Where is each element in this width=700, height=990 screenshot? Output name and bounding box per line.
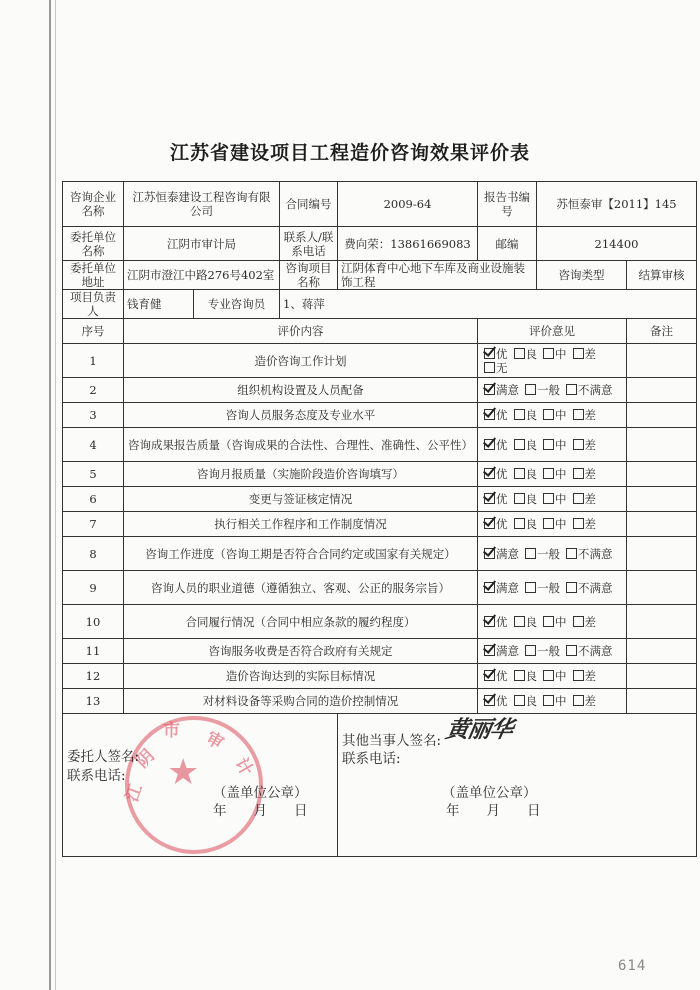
checkbox-icon[interactable] [573,493,584,504]
option-label: 差 [584,437,596,452]
row-remark [627,403,697,428]
row-criterion: 变更与签证核定情况 [124,487,478,512]
row-criterion: 执行相关工作程序和工作制度情况 [124,512,478,537]
row-remark [627,378,697,403]
postcode-value: 214400 [537,227,697,261]
table-row [63,428,697,462]
checked-box-icon[interactable] [484,616,495,627]
contact-value: 费向荣：13861669083 [338,227,478,261]
consultant-label: 专业咨询员 [194,290,280,319]
checked-box-icon[interactable] [484,582,495,593]
option-label: 优 [496,346,508,361]
option-label: 优 [496,694,508,708]
other-seal-label: （盖单位公章） [442,785,537,801]
row-number: 12 [63,664,124,689]
seal-char: 市 [163,721,180,741]
checked-box-icon[interactable] [484,348,495,359]
row-remark [627,605,697,639]
option-excellent[interactable] [484,669,508,683]
option-satisfied[interactable] [484,383,519,397]
option-label: 满意 [496,644,519,658]
row-number: 6 [63,487,124,512]
table-row [63,487,697,512]
option-label: 中 [555,467,567,481]
row-number: 2 [63,378,124,403]
table-row [63,605,697,639]
option-label: 良 [525,492,537,506]
table-row [63,403,697,428]
checkbox-icon[interactable] [573,695,584,706]
checkbox-icon[interactable] [514,670,525,681]
row-criterion: 造价咨询达到的实际目标情况 [124,664,478,689]
checkbox-icon[interactable] [543,670,554,681]
seal-star-icon: ★ [167,752,200,793]
postcode-label: 邮编 [478,227,537,261]
option-label: 中 [555,437,567,452]
row-remark [627,689,697,714]
report-no-label: 报告书编号 [478,182,537,227]
option-label: 无 [496,360,508,375]
row-criterion: 咨询人员服务态度及专业水平 [124,403,478,428]
option-label: 优 [496,614,508,629]
checkbox-icon[interactable] [566,548,577,559]
option-label: 不满意 [578,546,613,561]
row-remark [627,462,697,487]
address-value: 江阴市澄江中路276号402室 [124,261,280,290]
checkbox-icon[interactable] [543,468,554,479]
option-label: 良 [525,614,537,629]
contract-no-label: 合同编号 [280,182,338,227]
option-excellent[interactable] [484,347,508,361]
option-satisfied[interactable] [484,644,519,658]
client-phone-label: 联系电话: [67,768,126,784]
option-poor[interactable] [573,408,597,422]
option-excellent[interactable] [484,492,508,506]
option-label: 中 [555,694,567,708]
other-sign-label: 其他当事人签名: [342,733,442,749]
option-label: 满意 [496,546,519,561]
checked-box-icon[interactable] [484,493,495,504]
table-row [63,462,697,487]
option-label: 优 [496,492,508,506]
checkbox-icon[interactable] [543,439,554,450]
row-number: 7 [63,512,124,537]
option-label: 良 [525,467,537,481]
option-good[interactable] [514,467,538,481]
option-label: 满意 [496,580,519,595]
row-remark [627,639,697,664]
row-remark [627,537,697,571]
row-number: 13 [63,689,124,714]
table-row [63,378,697,403]
option-label: 优 [496,467,508,481]
option-good[interactable] [514,615,538,629]
table-row [63,664,697,689]
option-medium[interactable] [543,517,567,531]
option-good[interactable] [514,694,538,708]
row-number: 3 [63,403,124,428]
option-good[interactable] [514,438,538,452]
checkbox-icon[interactable] [573,439,584,450]
option-average[interactable] [525,581,560,595]
checkbox-icon[interactable] [573,518,584,529]
report-no-value: 苏恒泰审【2011】145 [537,182,697,227]
option-average[interactable] [525,383,560,397]
checkbox-icon[interactable] [566,645,577,656]
option-label: 中 [555,614,567,629]
checkbox-icon[interactable] [525,582,536,593]
row-remark [627,512,697,537]
option-medium[interactable] [543,408,567,422]
type-value: 结算审核 [627,261,697,290]
option-label: 不满意 [578,644,613,658]
checkbox-icon[interactable] [543,518,554,529]
option-excellent[interactable] [484,517,508,531]
option-label: 良 [525,517,537,531]
option-label: 优 [496,408,508,422]
seal-char: 阴 [132,745,159,773]
row-number: 1 [63,344,124,378]
row-criterion: 咨询工作进度（咨询工期是否符合合同约定或国家有关规定） [124,537,478,571]
option-label: 良 [525,669,537,683]
option-poor[interactable] [573,669,597,683]
row-opinion [478,462,627,487]
option-good[interactable] [514,492,538,506]
checked-box-icon[interactable] [484,548,495,559]
checkbox-icon[interactable] [573,348,584,359]
option-label: 差 [584,467,596,481]
consultant-value: 1、蒋萍 [280,290,697,319]
other-party-signature-cell [338,714,697,857]
row-opinion [478,689,627,714]
row-opinion [478,487,627,512]
seal-char: 审 [202,728,227,754]
option-label: 优 [496,517,508,531]
option-excellent[interactable] [484,615,508,629]
checked-box-icon[interactable] [484,439,495,450]
client-signature-cell [63,714,338,857]
checked-box-icon[interactable] [484,384,495,395]
option-unsatisfied[interactable] [566,547,613,561]
option-good[interactable] [514,408,538,422]
option-label: 优 [496,669,508,683]
leader-value: 钱育健 [124,290,194,319]
checkbox-icon[interactable] [543,348,554,359]
row-criterion: 咨询服务收费是否符合政府有关规定 [124,639,478,664]
page-number: 614 [618,958,647,974]
col-header-no: 序号 [63,319,124,344]
project-value: 江阴体育中心地下车库及商业设施装饰工程 [338,261,537,290]
option-label: 一般 [537,383,560,397]
option-unsatisfied[interactable] [566,581,613,595]
option-label: 一般 [537,546,560,561]
checked-box-icon[interactable] [484,670,495,681]
row-opinion [478,344,627,378]
option-label: 良 [525,346,537,361]
checked-box-icon[interactable] [484,409,495,420]
contract-no-value: 2009-64 [338,182,478,227]
row-opinion [478,537,627,571]
row-opinion [478,664,627,689]
company-value: 江苏恒泰建设工程咨询有限公司 [124,182,280,227]
client-value: 江阴市审计局 [124,227,280,261]
option-none[interactable] [484,361,508,375]
option-poor[interactable] [573,438,597,452]
checkbox-icon[interactable] [543,493,554,504]
col-header-opinion: 评价意见 [478,319,627,344]
row-remark [627,428,697,462]
checkbox-icon[interactable] [514,348,525,359]
option-unsatisfied[interactable] [566,383,613,397]
client-sign-label: 委托人签名: [67,749,140,765]
row-number: 5 [63,462,124,487]
option-label: 差 [584,517,596,531]
row-remark [627,344,697,378]
row-remark [627,571,697,605]
row-opinion [478,428,627,462]
option-poor[interactable] [573,492,597,506]
checkbox-icon[interactable] [514,695,525,706]
row-number: 10 [63,605,124,639]
address-label: 委托单位地址 [63,261,124,290]
option-medium[interactable] [543,347,567,361]
option-excellent[interactable] [484,438,508,452]
row-opinion [478,512,627,537]
row-opinion [478,403,627,428]
type-label: 咨询类型 [537,261,627,290]
contact-label: 联系人/联系电话 [280,227,338,261]
row-opinion [478,571,627,605]
checkbox-icon[interactable] [525,384,536,395]
evaluation-form-table [62,181,697,857]
option-average[interactable] [525,547,560,561]
checked-box-icon[interactable] [484,645,495,656]
option-excellent[interactable] [484,694,508,708]
option-label: 良 [525,408,537,422]
row-number: 4 [63,428,124,462]
seal-char: 江 [122,781,147,805]
option-label: 良 [525,694,537,708]
table-row [63,689,697,714]
option-label: 中 [555,517,567,531]
option-medium[interactable] [543,694,567,708]
checkbox-icon[interactable] [543,616,554,627]
table-row [63,512,697,537]
option-average[interactable] [525,644,560,658]
option-label: 一般 [537,580,560,595]
project-label: 咨询项目名称 [280,261,338,290]
seal-char: 计 [230,754,257,780]
option-poor[interactable] [573,615,597,629]
row-criterion: 咨询月报质量（实施阶段造价咨询填写） [124,462,478,487]
checked-box-icon[interactable] [484,468,495,479]
checkbox-icon[interactable] [514,409,525,420]
row-criterion: 组织机构设置及人员配备 [124,378,478,403]
option-label: 中 [555,346,567,361]
option-label: 差 [584,614,596,629]
checkbox-icon[interactable] [514,518,525,529]
checkbox-icon[interactable] [573,409,584,420]
row-criterion: 造价咨询工作计划 [124,344,478,378]
option-good[interactable] [514,669,538,683]
col-header-content: 评价内容 [124,319,478,344]
client-label: 委托单位名称 [63,227,124,261]
client-seal-label: （盖单位公章） [213,785,308,801]
option-excellent[interactable] [484,408,508,422]
row-criterion: 合同履行情况（合同中相应条款的履约程度） [124,605,478,639]
option-good[interactable] [514,347,538,361]
option-satisfied[interactable] [484,581,519,595]
option-good[interactable] [514,517,538,531]
option-poor[interactable] [573,347,597,361]
row-opinion [478,378,627,403]
option-label: 良 [525,437,537,452]
option-excellent[interactable] [484,467,508,481]
row-number: 9 [63,571,124,605]
checkbox-icon[interactable] [573,616,584,627]
option-medium[interactable] [543,669,567,683]
option-medium[interactable] [543,467,567,481]
option-unsatisfied[interactable] [566,644,613,658]
other-phone-label: 联系电话: [342,751,401,767]
checkbox-icon[interactable] [525,548,536,559]
row-remark [627,664,697,689]
option-poor[interactable] [573,694,597,708]
table-row [63,537,697,571]
company-label: 咨询企业名称 [63,182,124,227]
option-label: 不满意 [578,383,613,397]
checkbox-icon[interactable] [543,695,554,706]
row-opinion [478,639,627,664]
row-criterion: 咨询人员的职业道德（遵循独立、客观、公正的服务宗旨） [124,571,478,605]
handwritten-signature: 黄丽华 [443,716,515,743]
option-label: 满意 [496,383,519,397]
table-row [63,639,697,664]
row-criterion: 对材料设备等采购合同的造价控制情况 [124,689,478,714]
option-medium[interactable] [543,438,567,452]
table-row [63,344,697,378]
checkbox-icon[interactable] [566,582,577,593]
checkbox-icon[interactable] [573,670,584,681]
client-date-label: 年 月 日 [213,803,308,819]
checked-box-icon[interactable] [484,518,495,529]
option-medium[interactable] [543,492,567,506]
checkbox-icon[interactable] [543,409,554,420]
checked-box-icon[interactable] [484,695,495,706]
option-label: 中 [555,492,567,506]
page-title: 江苏省建设项目工程造价咨询效果评价表 [169,142,530,164]
option-label: 中 [555,408,567,422]
row-number: 8 [63,537,124,571]
option-poor[interactable] [573,517,597,531]
option-label: 差 [584,492,596,506]
option-label: 差 [584,694,596,708]
checkbox-icon[interactable] [514,493,525,504]
option-label: 不满意 [578,580,613,595]
checkbox-icon[interactable] [525,645,536,656]
other-date-label: 年 月 日 [446,803,541,819]
option-label: 一般 [537,644,560,658]
row-criterion: 咨询成果报告质量（咨询成果的合法性、合理性、准确性、公平性） [124,428,478,462]
checkbox-icon[interactable] [573,468,584,479]
leader-label: 项目负责人 [63,290,124,319]
option-label: 优 [496,437,508,452]
option-medium[interactable] [543,615,567,629]
checkbox-icon[interactable] [566,384,577,395]
option-poor[interactable] [573,467,597,481]
option-label: 差 [584,669,596,683]
checkbox-icon[interactable] [484,362,495,373]
option-label: 中 [555,669,567,683]
checkbox-icon[interactable] [514,439,525,450]
row-number: 11 [63,639,124,664]
col-header-remark: 备注 [627,319,697,344]
checkbox-icon[interactable] [514,616,525,627]
table-row [63,571,697,605]
option-satisfied[interactable] [484,547,519,561]
checkbox-icon[interactable] [514,468,525,479]
row-opinion [478,605,627,639]
option-label: 差 [584,408,596,422]
row-remark [627,487,697,512]
option-label: 差 [584,346,596,361]
